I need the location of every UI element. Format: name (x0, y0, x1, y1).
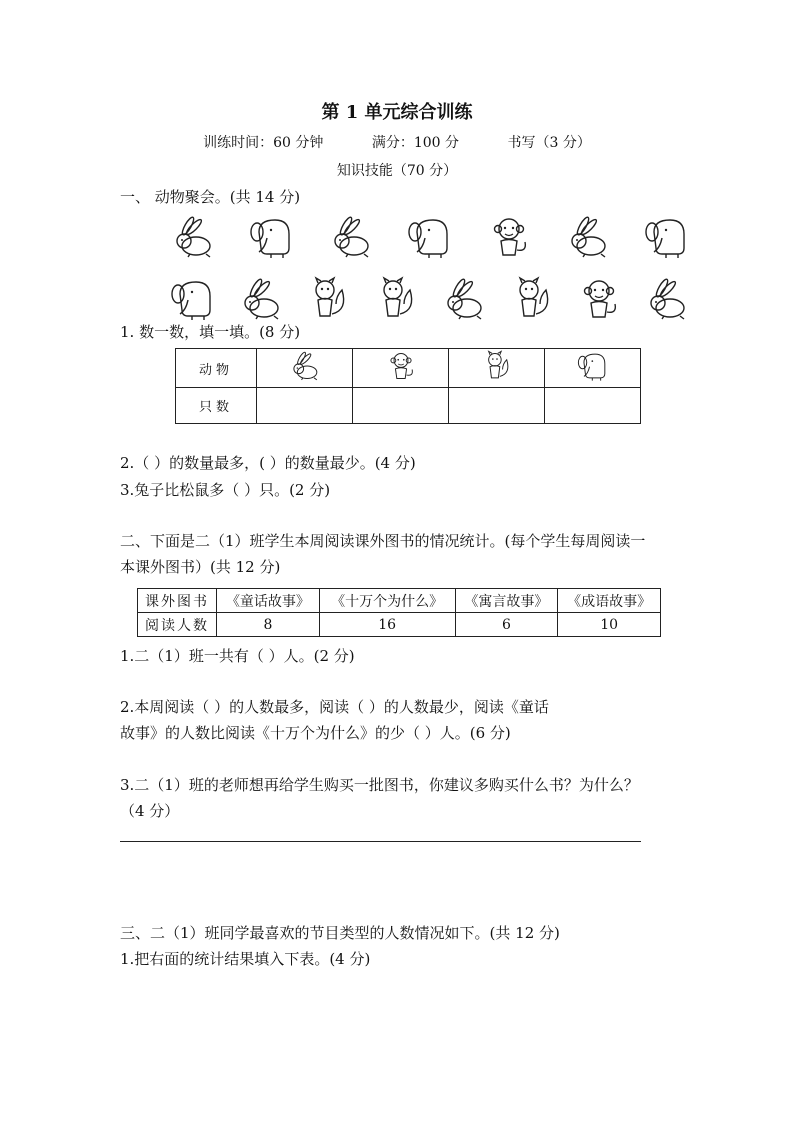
rabbit-icon (238, 276, 284, 322)
section1-q2: 2.（ ）的数量最多，( ）的数量最少。(4 分) (120, 454, 416, 472)
animal-gallery (170, 214, 690, 338)
animal-cell-monkey (353, 349, 449, 388)
animal-cell-rabbit (257, 349, 353, 388)
section2-q2-line2: 故事》的人数比阅读《十万个为什么》的少（ ）人。(6 分) (120, 724, 511, 742)
section1-q3: 3.兔子比松鼠多（ ）只。(2 分) (120, 481, 331, 499)
elephant-icon (249, 214, 295, 260)
header-cell: 《寓言故事》 (455, 589, 558, 613)
count-cell[interactable] (449, 388, 545, 424)
table-row (176, 388, 641, 424)
squirrel-icon (305, 276, 351, 322)
squirrel-icon (509, 276, 555, 322)
section2-q3-line1: 3.二（1）班的老师想再给学生购买一批图书，你建议多购买什么书？为什么？ (120, 776, 639, 794)
answer-line[interactable] (120, 841, 641, 842)
page-title: 第 1 单元综合训练 (321, 102, 473, 123)
value-cell: 8 (217, 613, 320, 637)
animal-row-1 (170, 214, 690, 260)
rabbit-icon (170, 214, 216, 260)
monkey-icon (576, 276, 622, 322)
table-row (138, 613, 661, 637)
header-cell: 《十万个为什么》 (319, 589, 455, 613)
rabbit-icon (565, 214, 611, 260)
value-cell: 16 (319, 613, 455, 637)
section2-heading-line2: 本课外图书）(共 12 分) (120, 558, 281, 576)
elephant-icon (577, 370, 609, 386)
monkey-icon (385, 370, 417, 386)
section2-q1: 1.二（1）班一共有（ ）人。(2 分) (120, 647, 355, 665)
section1-q1: 1. 数一数，填一填。(8 分) (120, 323, 301, 341)
animal-row-2 (170, 276, 690, 322)
header-cell: 课外图书 (138, 589, 217, 613)
section3-heading: 三、二（1）班同学最喜欢的节目类型的人数情况如下。(共 12 分) (120, 924, 560, 942)
count-cell[interactable] (545, 388, 641, 424)
section2-q3-line2: （4 分） (120, 802, 180, 820)
section1-heading: 一、 动物聚会。(共 14 分) (120, 188, 301, 206)
row-label: 阅读人数 (138, 613, 217, 637)
count-cell[interactable] (257, 388, 353, 424)
rabbit-icon (441, 276, 487, 322)
squirrel-icon (373, 276, 419, 322)
full-score: 满分：100 分 (371, 135, 460, 151)
elephant-icon (407, 214, 453, 260)
rabbit-icon (289, 370, 321, 386)
section2-q2-line1: 2.本周阅读（ ）的人数最多，阅读（ ）的人数最少，阅读《童话 (120, 698, 549, 716)
header-cell: 《成语故事》 (558, 589, 661, 613)
section-title: 知识技能（70 分） (336, 163, 458, 179)
rabbit-icon (644, 276, 690, 322)
exam-info (0, 132, 794, 152)
animal-cell-elephant (545, 349, 641, 388)
elephant-icon (170, 276, 216, 322)
value-cell: 6 (455, 613, 558, 637)
writing-score: 书写（3 分） (507, 135, 591, 151)
time-limit: 训练时间：60 分钟 (203, 135, 324, 151)
table-header-row (138, 589, 661, 613)
section3-q1: 1.把右面的统计结果填入下表。(4 分) (120, 950, 371, 968)
animal-cell-squirrel (449, 349, 545, 388)
monkey-icon (486, 214, 532, 260)
rabbit-icon (328, 214, 374, 260)
row-label-animal: 动物 (176, 349, 257, 388)
squirrel-icon (481, 370, 513, 386)
section2-heading-line1: 二、下面是二（1）班学生本周阅读课外图书的情况统计。(每个学生每周阅读一 (120, 532, 646, 550)
count-cell[interactable] (353, 388, 449, 424)
header-cell: 《童话故事》 (217, 589, 320, 613)
table-row (176, 349, 641, 388)
animal-count-table (175, 348, 641, 424)
value-cell: 10 (558, 613, 661, 637)
row-label-count: 只数 (176, 388, 257, 424)
reading-table (137, 588, 661, 637)
elephant-icon (644, 214, 690, 260)
